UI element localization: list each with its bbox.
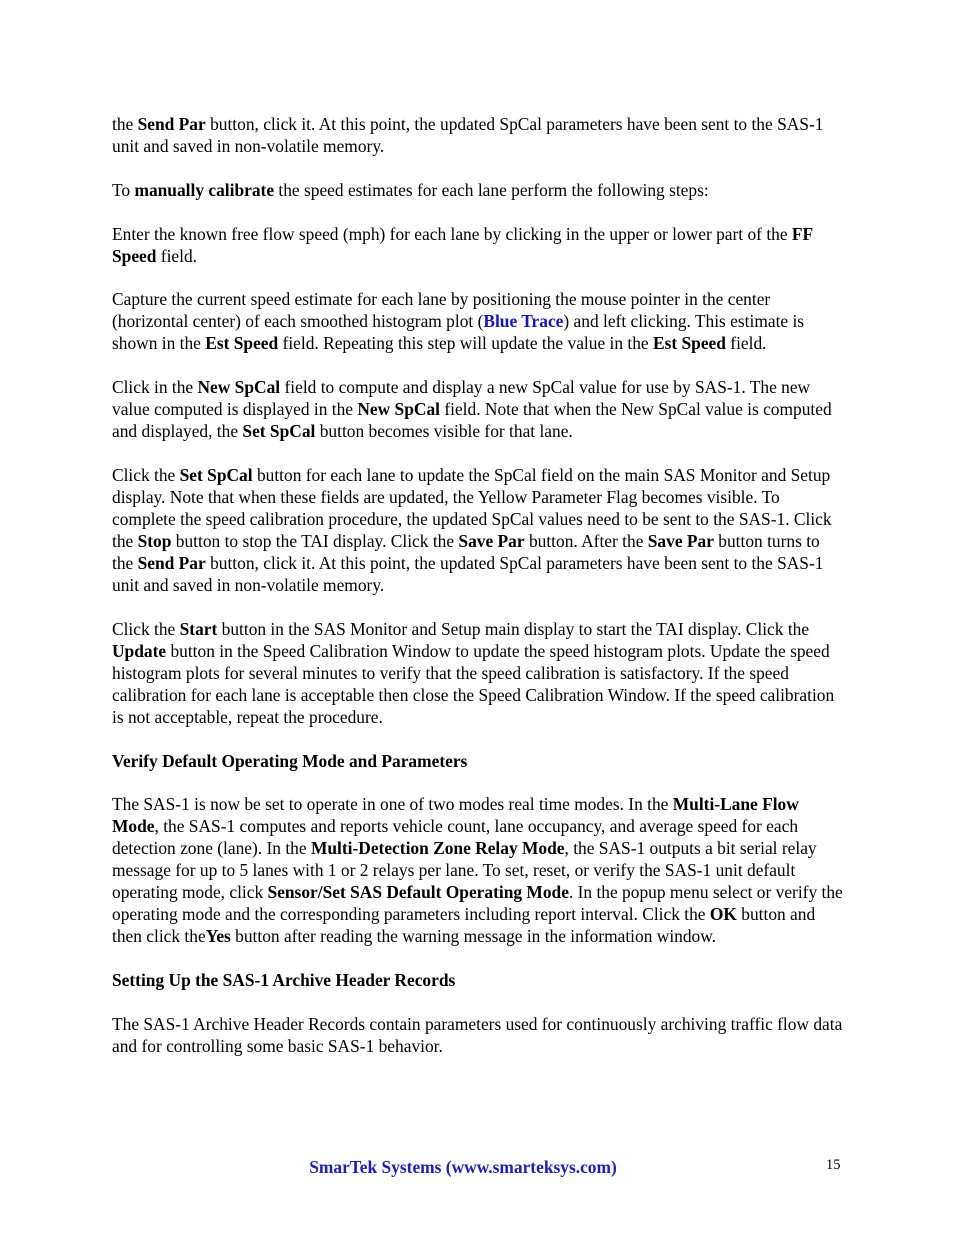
text-run: field. Note that when the New SpCal value is computed and displayed, the bbox=[112, 399, 832, 442]
bold-term: New SpCal bbox=[357, 399, 440, 420]
paragraph bbox=[112, 464, 844, 596]
text-run: . In the popup menu select or verify the operating mode and the corresponding parameters including report interval. Click the bbox=[112, 882, 843, 925]
text-run: The SAS-1 is now be set to operate in one of two modes real time modes. In the bbox=[112, 794, 673, 815]
paragraph bbox=[112, 288, 844, 354]
text-run: Verify Default Operating Mode and Parameters bbox=[112, 750, 468, 771]
text-run: button for each lane to update the SpCal field on the main SAS Monitor and Setup display. Note that when these fields are updated, the Yellow Parameter Flag becomes visible. To complete the speed calibration procedure, the updated SpCal values need to be sent to the SAS-1. Click the bbox=[112, 464, 832, 551]
text-run: field to compute and display a new SpCal value for use by SAS-1. The new value computed is displayed in the bbox=[112, 377, 811, 420]
text-run: Capture the current speed estimate for each lane by positioning the mouse pointer in the center (horizontal center) of each smoothed histogram plot ( bbox=[112, 289, 771, 332]
paragraph bbox=[112, 113, 844, 157]
text-run: button in the Speed Calibration Window to update the speed histogram plots. Update the speed histogram plots for several minutes to verify that the speed calibration is satisfactory. If the speed calibration for each lane is acceptable then close the Speed Calibration Window. If the speed calibration is not acceptable, repeat the procedure. bbox=[112, 640, 835, 727]
text-run: Click the bbox=[112, 464, 180, 485]
text-run: button after reading the warning message in the information window. bbox=[230, 926, 717, 947]
bold-term: Start bbox=[179, 618, 218, 639]
bold-term: OK bbox=[709, 904, 737, 925]
text-run: the bbox=[112, 114, 138, 134]
document-body bbox=[112, 113, 844, 1079]
text-run: field. Repeating this step will update the value in the bbox=[278, 333, 653, 354]
section-heading bbox=[112, 750, 844, 772]
paragraph bbox=[112, 223, 844, 267]
text-run: button to stop the TAI display. Click the bbox=[171, 530, 459, 551]
text-run: button, click it. At this point, the updated SpCal parameters have been sent to the SAS-1 unit and saved in non-volatile memory. bbox=[112, 114, 824, 156]
text-run: Enter the known free flow speed (mph) for each lane by clicking in the upper or lower part of the bbox=[112, 223, 792, 244]
text-run: field. bbox=[725, 333, 767, 354]
paragraph bbox=[112, 376, 844, 442]
bold-term: Set SpCal bbox=[242, 421, 316, 442]
text-run: Click in the bbox=[112, 377, 198, 398]
text-run: button in the SAS Monitor and Setup main display to start the TAI display. Click the bbox=[217, 618, 810, 639]
bold-term: Est Speed bbox=[652, 333, 726, 354]
bold-term: Send Par bbox=[137, 114, 206, 134]
bold-term: Save Par bbox=[458, 530, 525, 551]
text-run: button. After the bbox=[524, 530, 648, 551]
bold-term: Send Par bbox=[137, 552, 206, 573]
bold-term: Stop bbox=[137, 530, 172, 551]
text-run: field. bbox=[156, 245, 198, 266]
bold-term: Set SpCal bbox=[179, 464, 253, 485]
text-run: Setting Up the SAS-1 Archive Header Records bbox=[112, 970, 456, 991]
bold-term: Sensor/Set SAS Default Operating Mode bbox=[267, 882, 569, 903]
bold-term: FF Speed bbox=[112, 223, 813, 266]
footer-company-url: SmarTek Systems (www.smarteksys.com) bbox=[309, 1157, 617, 1177]
text-run: To bbox=[112, 179, 135, 200]
paragraph bbox=[112, 793, 844, 947]
text-run: button becomes visible for that lane. bbox=[315, 421, 573, 442]
bold-term: Est Speed bbox=[205, 333, 279, 354]
bold-term: Yes bbox=[205, 926, 231, 947]
text-run: the speed estimates for each lane perform the following steps: bbox=[274, 179, 709, 200]
bold-term: Multi-Lane Flow Mode bbox=[112, 794, 799, 837]
bold-term: Save Par bbox=[647, 530, 714, 551]
text-run: , the SAS-1 outputs a bit serial relay message for up to 5 lanes with 1 or 2 relays per lane. To set, reset, or verify the SAS-1 unit default operating mode, click bbox=[112, 838, 817, 903]
section-heading bbox=[112, 969, 844, 991]
text-run: ) and left clicking. This estimate is shown in the bbox=[112, 311, 805, 354]
paragraph bbox=[112, 1013, 844, 1057]
text-run: , the SAS-1 computes and reports vehicle count, lane occupancy, and average speed for each detection zone (lane). In the bbox=[112, 816, 799, 859]
page-number: 15 bbox=[826, 1157, 841, 1173]
bold-term: New SpCal bbox=[197, 377, 281, 398]
text-run: The SAS-1 Archive Header Records contain parameters used for continuously archiving traffic flow data and for controlling some basic SAS-1 behavior. bbox=[112, 1013, 843, 1056]
paragraph bbox=[112, 179, 844, 201]
bold-term: Multi-Detection Zone Relay Mode bbox=[310, 838, 565, 859]
bold-term: Update bbox=[112, 640, 167, 661]
text-run: Click the bbox=[112, 618, 180, 639]
blue-term: Blue Trace bbox=[483, 311, 564, 332]
page-footer bbox=[0, 1157, 954, 1181]
text-run: button turns to the bbox=[112, 530, 820, 573]
bold-term: manually calibrate bbox=[134, 179, 275, 200]
paragraph bbox=[112, 618, 844, 728]
text-run: button, click it. At this point, the updated SpCal parameters have been sent to the SAS-1 unit and saved in non-volatile memory. bbox=[112, 552, 824, 595]
text-run: button and then click the bbox=[112, 904, 816, 947]
